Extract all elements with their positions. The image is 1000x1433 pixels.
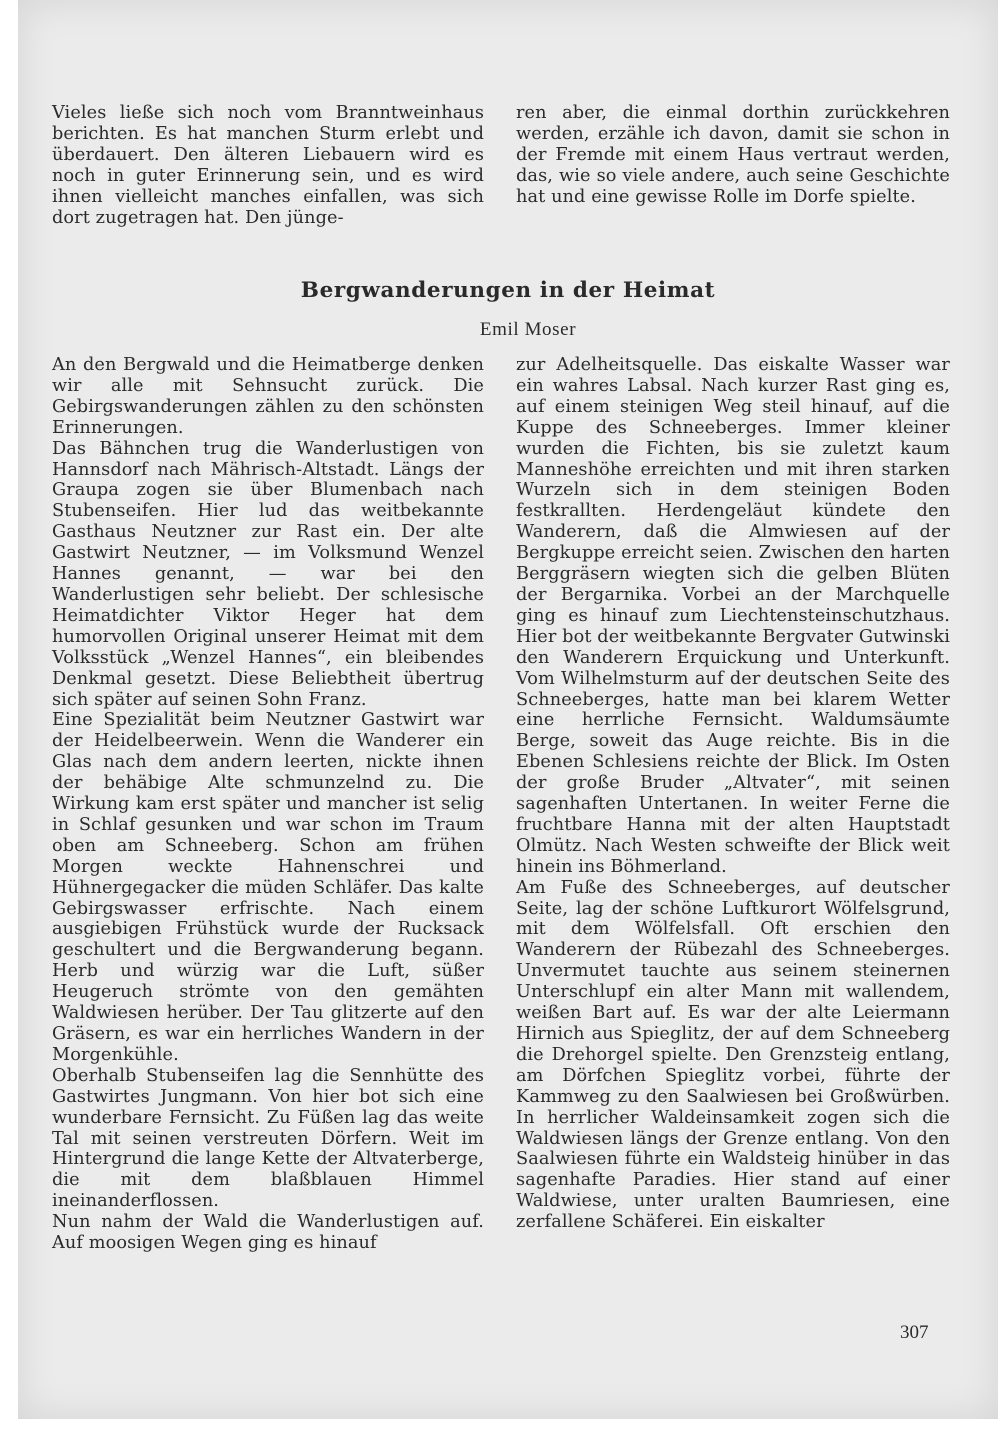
- article-paragraph: An den Bergwald und die Heimatberge denken wir alle mit Sehnsucht zurück. Die Gebirgswanderungen zählen zu den schönsten Erinnerungen.: [52, 355, 484, 438]
- article-right-column: [516, 355, 950, 1233]
- page-number: 307: [900, 1322, 929, 1343]
- intro-left-column: [52, 103, 484, 228]
- article-paragraph: Oberhalb Stubenseifen lag die Sennhütte des Gastwirtes Jungmann. Von hier bot sich eine wunderbare Fernsicht. Zu Füßen lag das weite Tal mit seinen verstreuten Dörfern. Weit im Hintergrund die lange Kette der Altvaterberge, die mit dem blaßblauen Himmel ineinanderflossen.: [52, 1065, 484, 1212]
- article-paragraph: Am Fuße des Schneeberges, auf deutscher Seite, lag der schöne Luftkurort Wölfelsgrund, mit dem Wölfelsfall. Oft erschien den Wanderern der Rübezahl des Schneeberges. Unvermutet tauchte aus seinem steinernen Unterschlupf ein alter Mann mit wallendem, weißen Bart auf. Es war der alte Leiermann Hirnich aus Spieglitz, der auf dem Schneeberg die Drehorgel spielte. Den Grenzsteig entlang, am Dörfchen Spieglitz vorbei, führte der Kammweg zu den Saalwiesen bei Großwürben. In herrlicher Waldeinsamkeit zogen sich die Waldwiesen längs der Grenze entlang. Von den Saalwiesen führte ein Waldsteig hinüber in das sagenhafte Paradies. Hier stand auf einer Waldwiese, unter uralten Baumriesen, eine zerfallene Schäferei. Ein eiskalter: [516, 877, 950, 1233]
- book-page: [18, 0, 998, 1419]
- article-paragraph: zur Adelheitsquelle. Das eiskalte Wasser war ein wahres Labsal. Nach kurzer Rast ging es, auf einem steinigen Weg steil hinauf, auf die Kuppe des Schneeberges. Immer kleiner wurden die Fichten, bis sie zuletzt kaum Manneshöhe erreichten und mit ihren starken Wurzeln sich in dem steinigen Boden festkrallten. Herdengeläut kündete den Wanderern, daß die Almwiesen auf der Bergkuppe erreicht seien. Zwischen den harten Berggräsern wiegten sich die gelben Blüten der Bergarnika. Vorbei an der Marchquelle ging es hinauf zum Liechtensteinschutzhaus. Hier bot der weitbekannte Bergvater Gutwinski den Wanderern Erquickung und Unterkunft. Vom Wilhelmsturm auf der deutschen Seite des Schneeberges, hatte man bei klarem Wetter eine herrliche Fernsicht. Waldumsäumte Berge, soweit das Auge reichte. Bis in die Ebenen Schlesiens reichte der Blick. Im Osten der große Bruder „Altvater“, mit seinen sagenhaften Untertanen. In weiter Ferne die fruchtbare Hanna mit der alten Hauptstadt Olmütz. Nach Westen schweifte der Blick weit hinein ins Böhmerland.: [516, 355, 950, 877]
- article-paragraph: Das Bähnchen trug die Wanderlustigen von Hannsdorf nach Mährisch-Altstadt. Längs der Graupa zogen sie über Blumenbach nach Stubenseifen. Hier lud das weitbekannte Gasthaus Neutzner zur Rast ein. Der alte Gastwirt Neutzner, — im Volksmund Wenzel Hannes genannt, — war bei den Wanderlustigen sehr beliebt. Der schlesische Heimatdichter Viktor Heger hat dem humorvollen Original unserer Heimat mit dem Volksstück „Wenzel Hannes“, ein bleibendes Denkmal gesetzt. Diese Beliebtheit übertrug sich später auf seinen Sohn Franz.: [52, 438, 484, 710]
- article-left-column: [52, 355, 484, 1254]
- article-title: Bergwanderungen in der Heimat: [300, 278, 716, 303]
- article-paragraph: Nun nahm der Wald die Wanderlustigen auf. Auf moosigen Wegen ging es hinauf: [52, 1212, 484, 1254]
- intro-right-paragraph: ren aber, die einmal dorthin zurückkehren werden, erzähle ich davon, damit sie schon in der Fremde mit einem Haus vertraut werden, das, wie so viele andere, auch seine Geschichte hat und eine gewisse Rolle im Dorfe spielte.: [516, 103, 950, 207]
- intro-right-column: [516, 103, 950, 208]
- article-author: Emil Moser: [479, 319, 577, 340]
- article-paragraph: Eine Spezialität beim Neutzner Gastwirt war der Heidelbeerwein. Wenn die Wanderer ein Glas nach dem andern leerten, nickte ihnen der behäbige Alte schmunzelnd zu. Die Wirkung kam erst später und mancher ist selig in Schlaf gesunken und war schon im Traum oben am Schneeberg. Schon am frühen Morgen weckte Hahnenschrei und Hühnergegacker die müden Schläfer. Das kalte Gebirgswasser erfrischte. Nach einem ausgiebigen Frühstück wurde der Rucksack geschultert und die Bergwanderung begann. Herb und würzig war die Luft, süßer Heugeruch strömte von den gemähten Waldwiesen herüber. Der Tau glitzerte auf den Gräsern, es war ein herrliches Wandern in der Morgenkühle.: [52, 710, 484, 1065]
- intro-left-paragraph: Vieles ließe sich noch vom Branntweinhaus berichten. Es hat manchen Sturm erlebt und überdauert. Den älteren Liebauern wird es noch in guter Erinnerung sein, und es wird ihnen vielleicht manches einfallen, was sich dort zugetragen hat. Den jünge-: [52, 103, 484, 228]
